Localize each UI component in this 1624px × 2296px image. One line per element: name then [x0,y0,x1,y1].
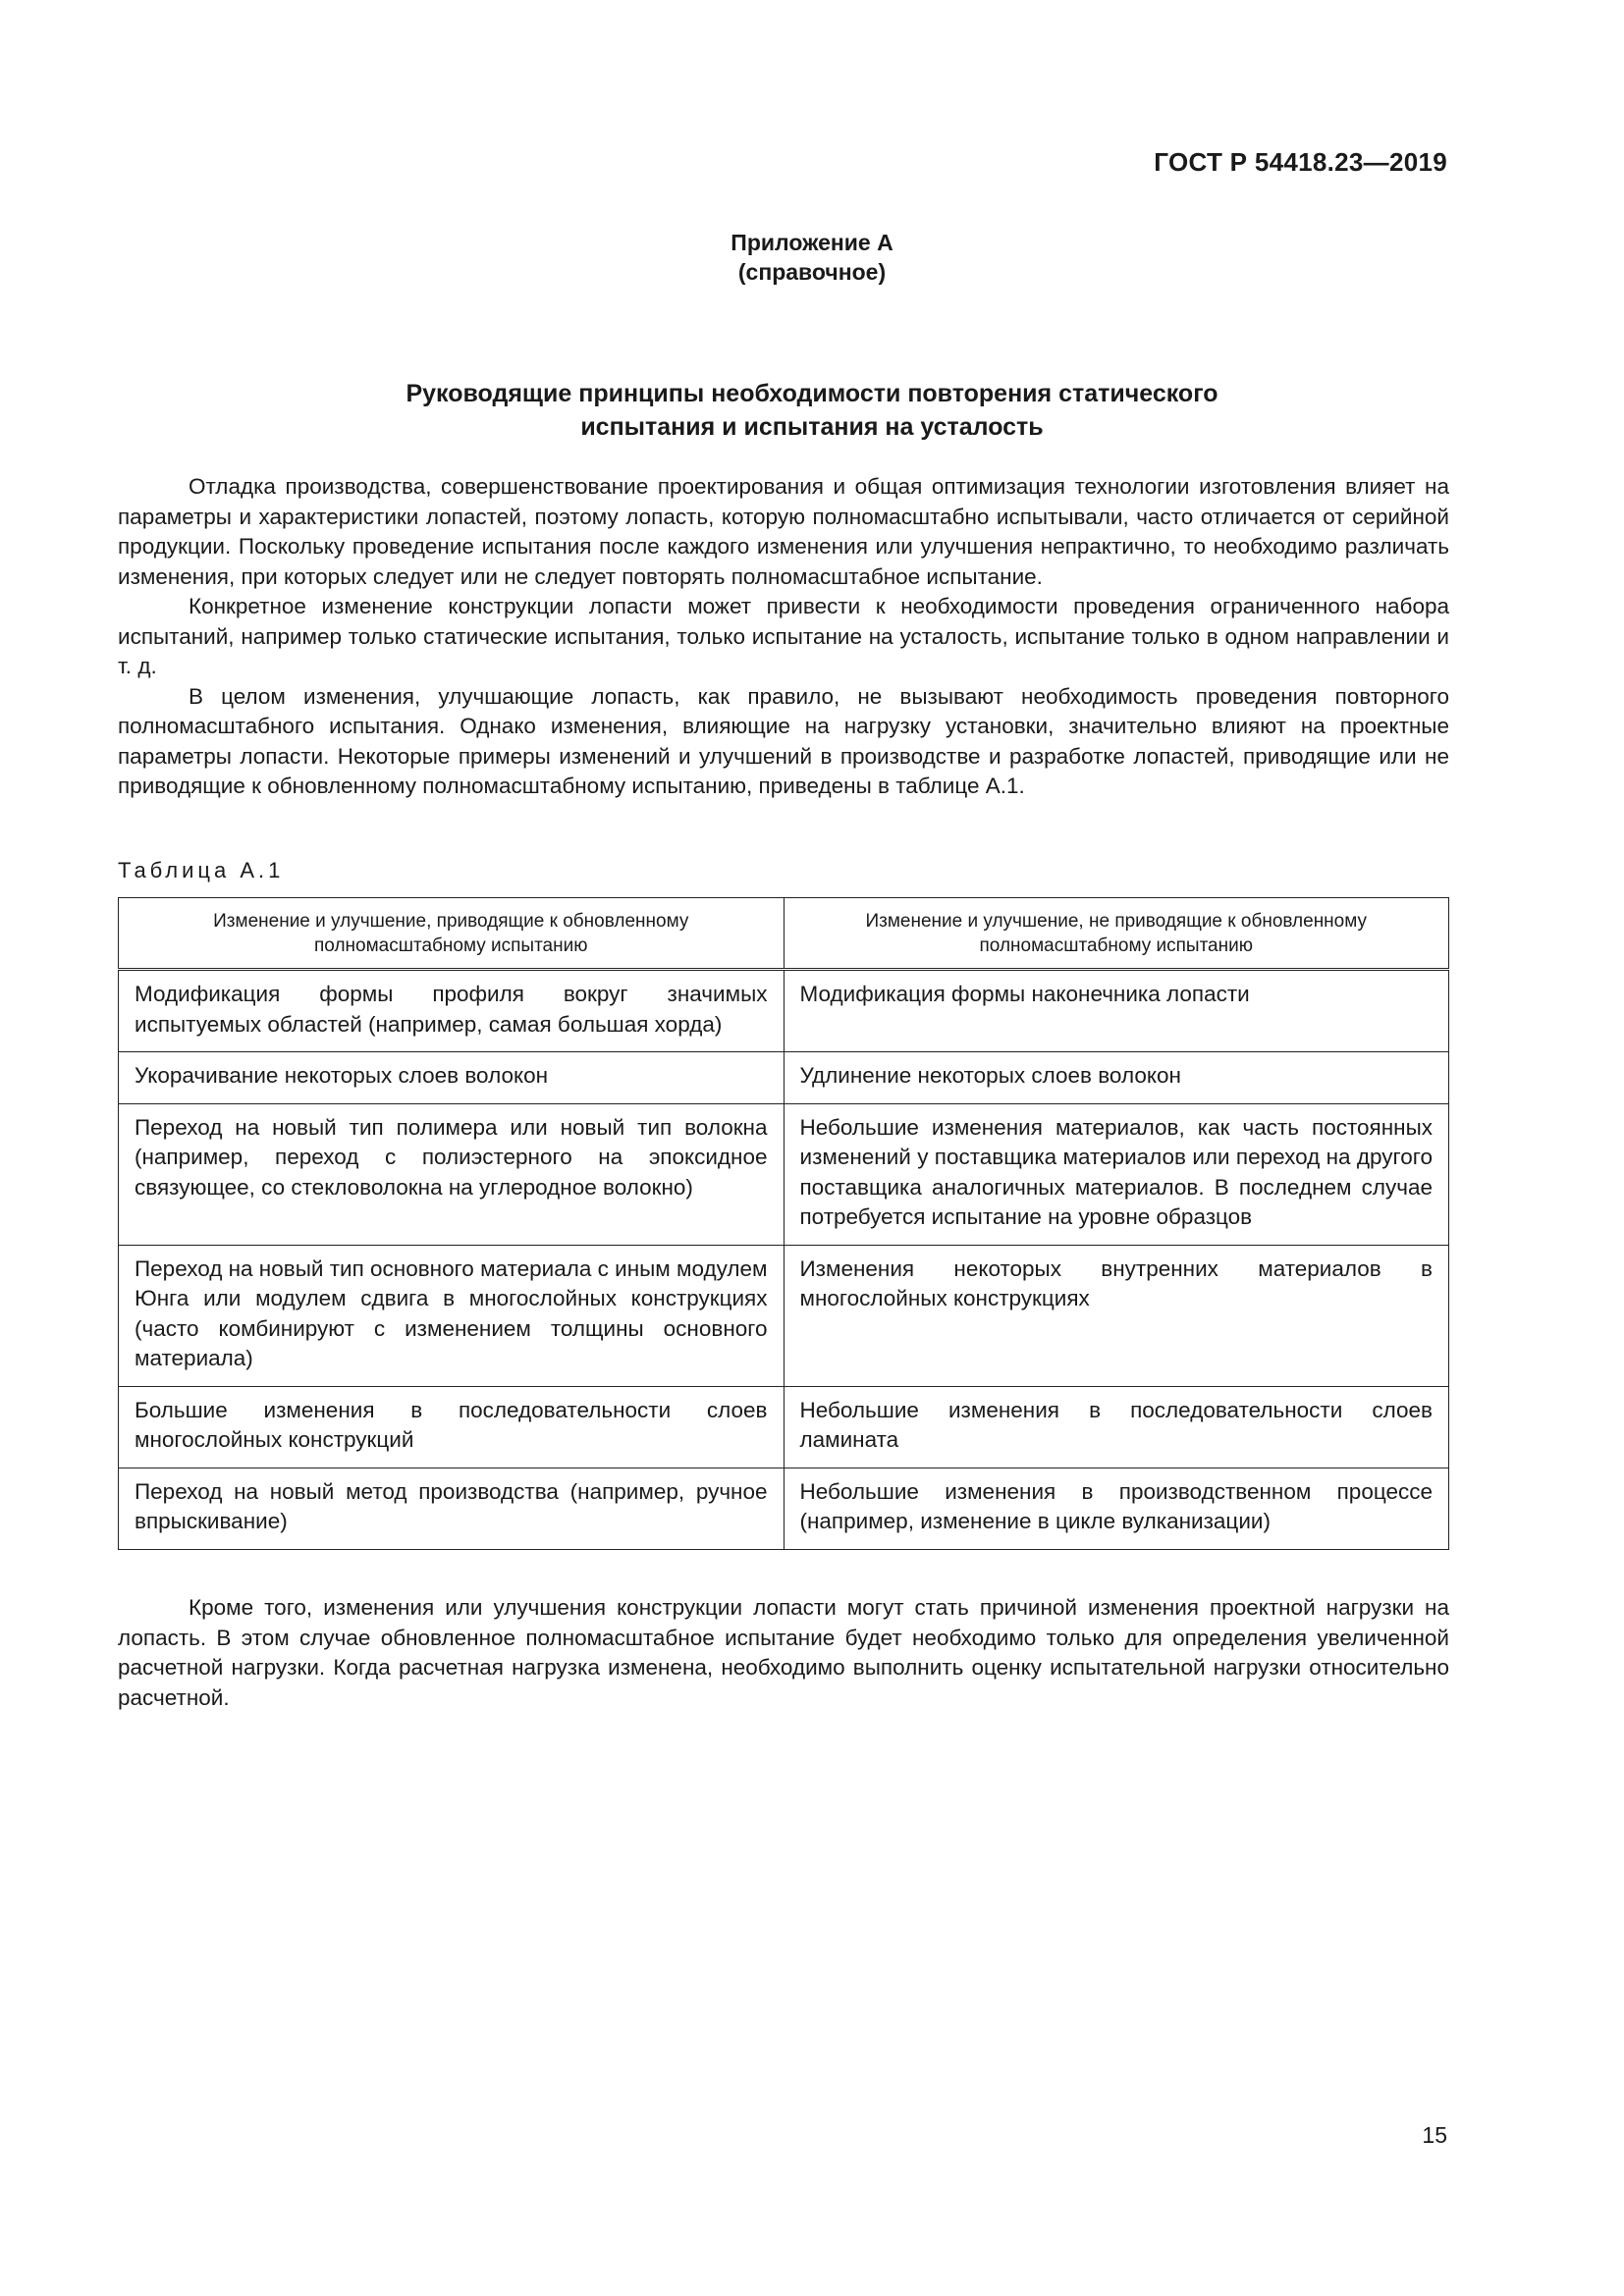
table-cell: Переход на новый тип основного материала с иным модулем Юнга или модулем сдвига в многослойных конструкциях (часто комбинируют с изменением толщины основного материала) [119,1245,785,1386]
table-cell: Модификация формы профиля вокруг значимых испытуемых областей (например, самая большая хорда) [119,970,785,1052]
table-row [119,970,1449,1052]
section-title [0,377,1624,444]
page-number: 15 [1422,2122,1447,2148]
table-cell: Укорачивание некоторых слоев волокон [119,1052,785,1104]
closing-text [118,1593,1449,1713]
table-cell: Изменения некоторых внутренних материалов в многослойных конструкциях [784,1245,1449,1386]
table-header-no-test: Изменение и улучшение, не приводящие к обновленному полномасштабному испытанию [784,898,1449,970]
closing-paragraph: Кроме того, изменения или улучшения конструкции лопасти могут стать причиной изменения проектной нагрузки на лопасть. В этом случае обновленное полномасштабное испытание будет необходимо только для определения увеличенной расчетной нагрузки. Когда расчетная нагрузка изменена, необходимо выполнить оценку испытательной нагрузки относительно расчетной. [118,1595,1449,1710]
table-row [119,1245,1449,1386]
intro-paragraph-2: Конкретное изменение конструкции лопасти может привести к необходимости проведения ограниченного набора испытаний, например только статические испытания, только испытание на усталость, испытание только в одном направлении и т. д. [118,594,1449,678]
table-row [119,1386,1449,1468]
table-header-requires-test: Изменение и улучшение, приводящие к обновленному полномасштабному испытанию [119,898,785,970]
changes-table [118,897,1449,1550]
table-cell: Удлинение некоторых слоев волокон [784,1052,1449,1104]
table-cell: Большие изменения в последовательности слоев многослойных конструкций [119,1386,785,1468]
table-cell: Модификация формы наконечника лопасти [784,970,1449,1052]
table-cell: Небольшие изменения материалов, как часть постоянных изменений у поставщика материалов или переход на другого поставщика аналогичных материалов. В последнем случае потребуется испытание на уровне образцов [784,1103,1449,1245]
section-title-line-1: Руководящие принципы необходимости повторения статического [406,380,1218,407]
table-cell: Небольшие изменения в последовательности слоев ламината [784,1386,1449,1468]
intro-text [118,472,1449,802]
table-row [119,1468,1449,1549]
intro-paragraph-3: В целом изменения, улучшающие лопасть, как правило, не вызывают необходимость проведения повторного полномасштабного испытания. Однако изменения, влияющие на нагрузку установки, значительно влияют на проектные параметры лопасти. Некоторые примеры изменений и улучшений в производстве и разработке лопастей, приводящие или не приводящие к обновленному полномасштабному испытанию, приведены в таблице А.1. [118,683,1449,798]
intro-paragraph-1: Отладка производства, совершенствование проектирования и общая оптимизация технологии изготовления влияет на параметры и характеристики лопастей, поэтому лопасть, которую полномасштабно испытывали, часто отличается от серийной продукции. Поскольку проведение испытания после каждого изменения или улучшения непрактично, то необходимо различать изменения, при которых следует или не следует повторять полномасштабное испытание. [118,474,1449,589]
appendix-heading [0,228,1624,287]
table-cell: Небольшие изменения в производственном процессе (например, изменение в цикле вулканизации) [784,1468,1449,1549]
table-header-row [119,898,1449,970]
table-row [119,1103,1449,1245]
section-title-line-2: испытания и испытания на усталость [580,413,1044,441]
table-row [119,1052,1449,1104]
appendix-type: (справочное) [737,259,887,285]
table-cell: Переход на новый метод производства (например, ручное впрыскивание) [119,1468,785,1549]
table-caption: Таблица А.1 [118,858,285,882]
document-code: ГОСТ Р 54418.23—2019 [1154,147,1447,177]
appendix-label: Приложение А [731,230,893,255]
table-cell: Переход на новый тип полимера или новый тип волокна (например, переход с полиэстерного на эпоксидное связующее, со стекловолокна на углеродное волокно) [119,1103,785,1245]
